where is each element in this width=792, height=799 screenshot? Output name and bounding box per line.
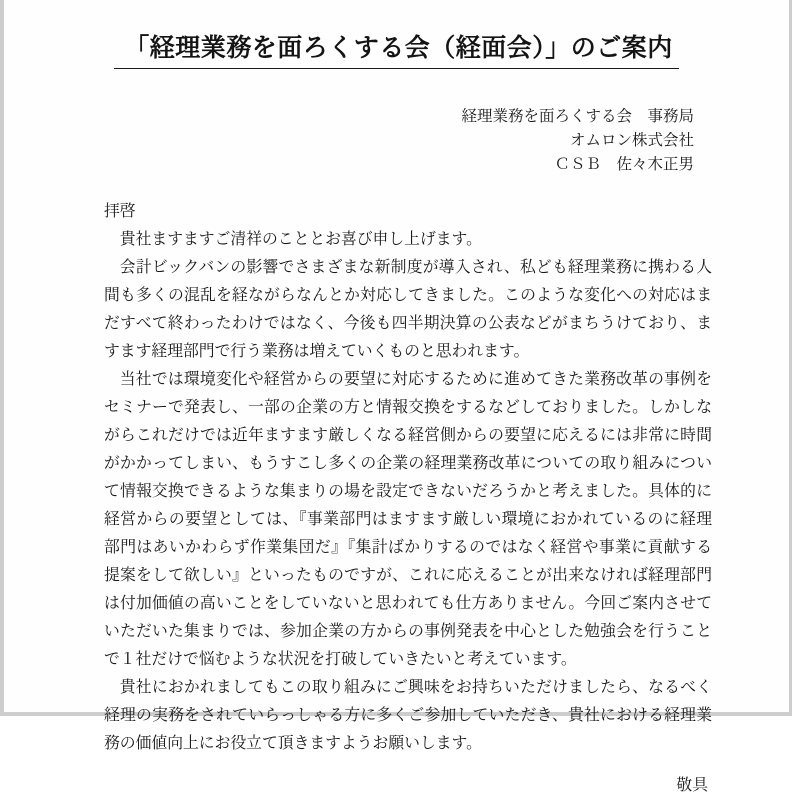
page-title-text: 「経理業務を面ろくする会（経面会）」のご案内 [114,31,679,69]
sender-organization: 経理業務を面ろくする会 事務局 [461,107,694,125]
salutation: 拝啓 [104,201,136,220]
letter-body [104,197,712,799]
body-paragraph-4: 貴社におかれましてもこの取り組みにご興味をお持ちいただけましたら、なるべく経理の実務をされていらっしゃる方に多くご参加していただき、貴社における経理業務の価値向上にお役立て頂きますようお願いします。 [104,677,712,752]
closing-word: 敬具 [676,775,708,794]
body-paragraph-2: 会計ビックバンの影響でさまざまな新制度が導入され、私ども経理業務に携わる人間も多くの混乱を経ながらなんとか対応してきました。このような変化への対応はまだすべて終わったわけではなく、今後も四半期決算の公表などがまちうけており、ますます経理部門で行う業務は増えていくものと思われます。 [104,257,712,360]
body-paragraph-3: 当社では環境変化や経営からの要望に対応するために進めてきた業務改革の事例をセミナーで発表し、一部の企業の方と情報交換をするなどしておりました。しかしながらこれだけでは近年ますます厳しくなる経営側からの要望に応えるには非常に時間がかかってしまい、もうすこし多くの企業の経理業務改革についての取り組みについて情報交換できるような集まりの場を設定できないだろうかと考えました。具体的に経営からの要望としては、『事業部門はますます厳しい環境におかれているのに経理部門はあいかわらず作業集団だ』『集計ばかりするのではなく経営や事業に貢献する提案をして欲しい』といったものですが、これに応えることが出来なければ経理部門は付加価値の高いことをしていないと思われても仕方ありません。今回ご案内させていただいた集まりでは、参加企業の方からの事例発表を中心とした勉強会を行うことで１社だけで悩むような状況を打破していきたいと考えています。 [104,369,712,668]
page-sheet [4,0,789,794]
body-paragraph-1: 貴社ますますご清祥のこととお喜び申し上げます。 [119,229,482,248]
sender-block [461,104,694,176]
page-title [4,31,789,69]
sender-person: ＣＳＢ 佐々木正男 [554,155,694,173]
sender-company: オムロン株式会社 [569,131,694,149]
